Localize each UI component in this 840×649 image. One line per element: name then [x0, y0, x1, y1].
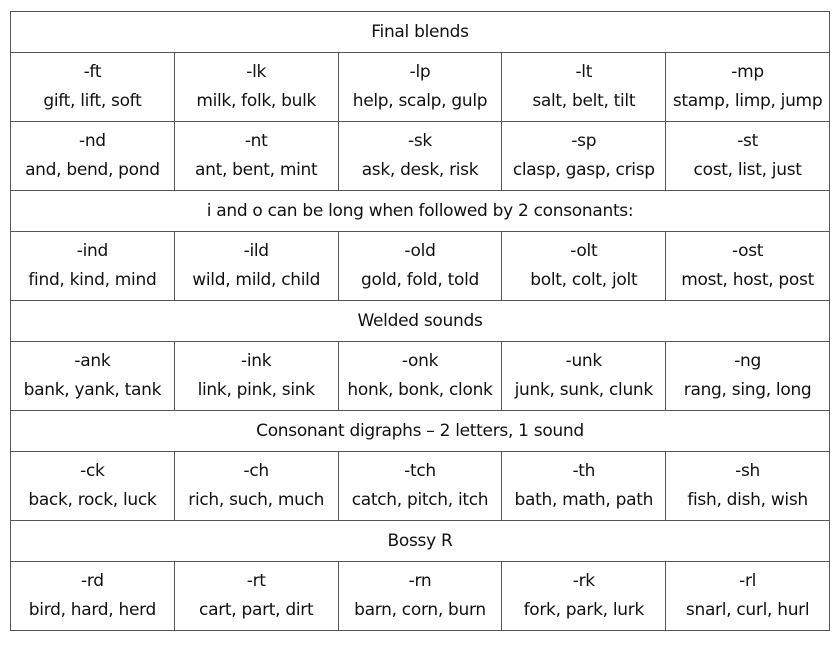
example-words: fork, park, lurk [523, 600, 644, 620]
example-words: and, bend, pond [25, 160, 160, 180]
example-words: cost, list, just [693, 160, 802, 180]
pattern-cell [338, 122, 502, 191]
example-words: milk, folk, bulk [196, 91, 317, 111]
pattern-cell [502, 342, 666, 411]
example-words: rich, such, much [188, 490, 325, 510]
pattern-label: -ild [243, 241, 269, 261]
pattern-cell [174, 562, 338, 631]
pattern-cell [502, 452, 666, 521]
pattern-cell [666, 452, 830, 521]
section-header-row [11, 521, 830, 562]
pattern-label: -nt [244, 131, 268, 151]
example-words: honk, bonk, clonk [347, 380, 493, 400]
pattern-label: -rt [246, 571, 266, 591]
pattern-label: -olt [570, 241, 598, 261]
table-row [11, 122, 830, 191]
example-words: back, rock, luck [28, 490, 157, 510]
pattern-label: -sh [735, 461, 761, 481]
section-title: Bossy R [11, 521, 830, 562]
example-words: bolt, colt, jolt [530, 270, 638, 290]
pattern-cell [174, 342, 338, 411]
example-words: find, kind, mind [28, 270, 157, 290]
pattern-cell [338, 53, 502, 122]
pattern-label: -mp [731, 62, 764, 82]
table-row [11, 232, 830, 301]
pattern-cell [11, 53, 175, 122]
section-title: Consonant digraphs – 2 letters, 1 sound [11, 411, 830, 452]
pattern-cell [338, 342, 502, 411]
table-row [11, 53, 830, 122]
pattern-cell [666, 232, 830, 301]
pattern-label: -rn [408, 571, 432, 591]
pattern-label: -ng [734, 351, 761, 371]
pattern-label: -sp [571, 131, 597, 151]
pattern-cell [666, 122, 830, 191]
pattern-label: -ind [76, 241, 109, 261]
pattern-label: -ck [80, 461, 105, 481]
example-words: junk, sunk, clunk [514, 380, 653, 400]
phonics-chart-body [11, 12, 830, 631]
pattern-cell [666, 342, 830, 411]
section-header-row [11, 301, 830, 342]
pattern-label: -ost [732, 241, 764, 261]
example-words: fish, dish, wish [687, 490, 808, 510]
phonics-chart-table [10, 11, 830, 631]
example-words: bank, yank, tank [23, 380, 162, 400]
pattern-cell [338, 562, 502, 631]
pattern-label: -th [572, 461, 596, 481]
section-title: Final blends [11, 12, 830, 53]
pattern-label: -rd [81, 571, 104, 591]
pattern-cell [338, 232, 502, 301]
pattern-cell [666, 53, 830, 122]
example-words: most, host, post [681, 270, 814, 290]
example-words: bird, hard, herd [28, 600, 156, 620]
pattern-label: -ink [241, 351, 272, 371]
pattern-cell [11, 342, 175, 411]
pattern-label: -lt [575, 62, 593, 82]
pattern-label: -ank [74, 351, 111, 371]
example-words: bath, math, path [514, 490, 654, 510]
pattern-cell [174, 232, 338, 301]
pattern-label: -rk [572, 571, 595, 591]
example-words: ant, bent, mint [195, 160, 318, 180]
example-words: salt, belt, tilt [532, 91, 636, 111]
example-words: link, pink, sink [197, 380, 315, 400]
example-words: cart, part, dirt [199, 600, 314, 620]
pattern-cell [338, 452, 502, 521]
example-words: wild, mild, child [192, 270, 321, 290]
pattern-label: -sk [408, 131, 432, 151]
example-words: ask, desk, risk [361, 160, 479, 180]
example-words: help, scalp, gulp [352, 91, 488, 111]
pattern-label: -unk [565, 351, 602, 371]
pattern-cell [502, 122, 666, 191]
pattern-label: -ft [83, 62, 102, 82]
example-words: barn, corn, burn [354, 600, 486, 620]
pattern-cell [11, 452, 175, 521]
pattern-cell [502, 562, 666, 631]
pattern-label: -tch [404, 461, 436, 481]
section-header-row [11, 12, 830, 53]
example-words: clasp, gasp, crisp [512, 160, 655, 180]
pattern-label: -onk [401, 351, 439, 371]
pattern-cell [11, 232, 175, 301]
pattern-label: -ch [243, 461, 269, 481]
table-row [11, 342, 830, 411]
pattern-label: -st [737, 131, 758, 151]
pattern-label: -lp [409, 62, 431, 82]
pattern-label: -nd [78, 131, 106, 151]
pattern-label: -lk [246, 62, 267, 82]
example-words: catch, pitch, itch [351, 490, 489, 510]
example-words: rang, sing, long [683, 380, 812, 400]
pattern-cell [666, 562, 830, 631]
section-header-row [11, 191, 830, 232]
example-words: stamp, limp, jump [672, 91, 823, 111]
example-words: gold, fold, told [360, 270, 479, 290]
pattern-cell [11, 122, 175, 191]
example-words: snarl, curl, hurl [685, 600, 810, 620]
section-header-row [11, 411, 830, 452]
pattern-cell [174, 452, 338, 521]
section-title: i and o can be long when followed by 2 consonants: [11, 191, 830, 232]
section-title: Welded sounds [11, 301, 830, 342]
pattern-label: -rl [739, 571, 757, 591]
pattern-cell [11, 562, 175, 631]
pattern-cell [174, 53, 338, 122]
pattern-cell [502, 53, 666, 122]
pattern-cell [174, 122, 338, 191]
example-words: gift, lift, soft [43, 91, 142, 111]
table-row [11, 452, 830, 521]
pattern-cell [502, 232, 666, 301]
pattern-label: -old [404, 241, 436, 261]
table-row [11, 562, 830, 631]
